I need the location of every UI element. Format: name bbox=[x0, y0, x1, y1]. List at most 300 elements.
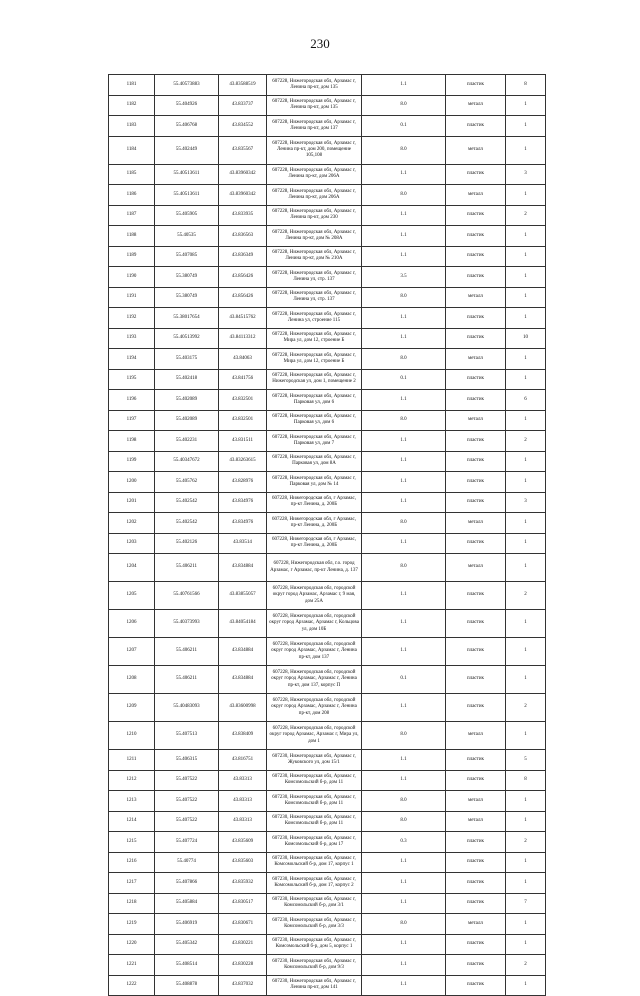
volume-cell: 8.0 bbox=[362, 914, 446, 935]
table-row bbox=[109, 95, 546, 116]
material-cell: металл bbox=[446, 722, 506, 750]
material-cell: пластик bbox=[446, 750, 506, 771]
longitude-cell: 43.83600998 bbox=[219, 694, 267, 722]
count-cell: 2 bbox=[506, 205, 546, 226]
latitude-cell: 55.402126 bbox=[155, 533, 219, 554]
address-cell: 607228, Нижегородская обл, Арзамас г, Ленина пр-кт, дом № 210А bbox=[267, 246, 362, 267]
page-number: 230 bbox=[310, 36, 330, 51]
longitude-cell: 43.832501 bbox=[219, 390, 267, 411]
table-row bbox=[109, 811, 546, 832]
row-number-cell: 1211 bbox=[109, 750, 155, 771]
latitude-cell: 55.406211 bbox=[155, 638, 219, 666]
volume-cell: 1.1 bbox=[362, 955, 446, 976]
address-cell: 607230, Нижегородская обл, Арзамас г, Ленина пр-кт, дом 141 bbox=[267, 975, 362, 996]
material-cell: металл bbox=[446, 95, 506, 116]
material-cell: пластик bbox=[446, 955, 506, 976]
address-cell: 607230, Нижегородская обл, Арзамас г, Комсомольский б-р, дом 5, корпус 1 bbox=[267, 934, 362, 955]
table-row bbox=[109, 451, 546, 472]
row-number-cell: 1194 bbox=[109, 349, 155, 370]
longitude-cell: 43.835932 bbox=[219, 873, 267, 894]
count-cell: 6 bbox=[506, 390, 546, 411]
address-cell: 607228, Нижегородская обл, Арзамас г, Ленина пр-кт, дом № 208А bbox=[267, 226, 362, 247]
address-cell: 607230, Нижегородская обл, Арзамас г, Комсомольский б-р, дом 3/3 bbox=[267, 914, 362, 935]
table-row bbox=[109, 750, 546, 771]
table-row bbox=[109, 694, 546, 722]
count-cell: 1 bbox=[506, 185, 546, 206]
latitude-cell: 55.406211 bbox=[155, 554, 219, 582]
count-cell: 1 bbox=[506, 610, 546, 638]
volume-cell: 8.0 bbox=[362, 791, 446, 812]
latitude-cell: 55.402089 bbox=[155, 410, 219, 431]
row-number-cell: 1188 bbox=[109, 226, 155, 247]
longitude-cell: 43.830517 bbox=[219, 893, 267, 914]
latitude-cell: 55.408514 bbox=[155, 955, 219, 976]
volume-cell: 1.1 bbox=[362, 638, 446, 666]
longitude-cell: 43.834976 bbox=[219, 513, 267, 534]
longitude-cell: 43.835567 bbox=[219, 136, 267, 164]
row-number-cell: 1215 bbox=[109, 832, 155, 853]
volume-cell: 8.0 bbox=[362, 349, 446, 370]
count-cell: 2 bbox=[506, 832, 546, 853]
longitude-cell: 43.856426 bbox=[219, 267, 267, 288]
table-row bbox=[109, 791, 546, 812]
volume-cell: 1.1 bbox=[362, 533, 446, 554]
count-cell: 1 bbox=[506, 554, 546, 582]
count-cell: 2 bbox=[506, 694, 546, 722]
row-number-cell: 1209 bbox=[109, 694, 155, 722]
latitude-cell: 55.40483093 bbox=[155, 694, 219, 722]
material-cell: металл bbox=[446, 914, 506, 935]
count-cell: 1 bbox=[506, 410, 546, 431]
address-cell: 607228, Нижегородская обл, городской округ город Арзамас, Арзамас г, Ленина пр-кт, дом 137 bbox=[267, 638, 362, 666]
material-cell: пластик bbox=[446, 390, 506, 411]
volume-cell: 8.0 bbox=[362, 554, 446, 582]
material-cell: металл bbox=[446, 791, 506, 812]
latitude-cell: 55.38017654 bbox=[155, 308, 219, 329]
latitude-cell: 55.407522 bbox=[155, 811, 219, 832]
latitude-cell: 55.405884 bbox=[155, 893, 219, 914]
longitude-cell: 43.836563 bbox=[219, 226, 267, 247]
table-row bbox=[109, 975, 546, 996]
latitude-cell: 55.40573883 bbox=[155, 75, 219, 96]
table-row bbox=[109, 513, 546, 534]
count-cell: 2 bbox=[506, 582, 546, 610]
volume-cell: 1.1 bbox=[362, 852, 446, 873]
latitude-cell: 55.40761566 bbox=[155, 582, 219, 610]
count-cell: 1 bbox=[506, 451, 546, 472]
row-number-cell: 1185 bbox=[109, 164, 155, 185]
material-cell: пластик bbox=[446, 975, 506, 996]
longitude-cell: 43.83263615 bbox=[219, 451, 267, 472]
latitude-cell: 55.402542 bbox=[155, 513, 219, 534]
material-cell: металл bbox=[446, 410, 506, 431]
row-number-cell: 1216 bbox=[109, 852, 155, 873]
material-cell: пластик bbox=[446, 934, 506, 955]
count-cell: 1 bbox=[506, 472, 546, 493]
volume-cell: 1.1 bbox=[362, 431, 446, 452]
table-row bbox=[109, 770, 546, 791]
material-cell: металл bbox=[446, 136, 506, 164]
address-cell: 607228, Нижегородская обл, городской округ город Арзамас, Арзамас г, 9 мая, дом 25А bbox=[267, 582, 362, 610]
count-cell: 10 bbox=[506, 328, 546, 349]
material-cell: металл bbox=[446, 185, 506, 206]
latitude-cell: 55.406211 bbox=[155, 666, 219, 694]
count-cell: 1 bbox=[506, 287, 546, 308]
longitude-cell: 43.835603 bbox=[219, 852, 267, 873]
count-cell: 1 bbox=[506, 349, 546, 370]
table-row bbox=[109, 410, 546, 431]
latitude-cell: 55.407085 bbox=[155, 246, 219, 267]
count-cell: 2 bbox=[506, 431, 546, 452]
material-cell: пластик bbox=[446, 472, 506, 493]
volume-cell: 3.5 bbox=[362, 267, 446, 288]
table-row bbox=[109, 308, 546, 329]
longitude-cell: 43.828976 bbox=[219, 472, 267, 493]
count-cell: 7 bbox=[506, 893, 546, 914]
material-cell: пластик bbox=[446, 638, 506, 666]
latitude-cell: 55.407513 bbox=[155, 722, 219, 750]
volume-cell: 1.1 bbox=[362, 390, 446, 411]
address-cell: 607230, Нижегородская обл, Арзамас г, Жуковского ул, дом 15/1 bbox=[267, 750, 362, 771]
volume-cell: 1.1 bbox=[362, 694, 446, 722]
volume-cell: 1.1 bbox=[362, 582, 446, 610]
table-row bbox=[109, 638, 546, 666]
table-row bbox=[109, 116, 546, 137]
volume-cell: 0.1 bbox=[362, 666, 446, 694]
address-cell: 607230, Нижегородская обл, Арзамас г, Комсомольский б-р, дом 11 bbox=[267, 770, 362, 791]
registry-rows bbox=[109, 75, 546, 996]
material-cell: пластик bbox=[446, 582, 506, 610]
address-cell: 607228, Нижегородская обл, Арзамас г, Ленина пр-кт, дом 206А bbox=[267, 164, 362, 185]
latitude-cell: 55.402089 bbox=[155, 390, 219, 411]
latitude-cell: 55.405905 bbox=[155, 205, 219, 226]
volume-cell: 1.1 bbox=[362, 246, 446, 267]
row-number-cell: 1189 bbox=[109, 246, 155, 267]
row-number-cell: 1210 bbox=[109, 722, 155, 750]
material-cell: металл bbox=[446, 349, 506, 370]
table-row bbox=[109, 185, 546, 206]
row-number-cell: 1201 bbox=[109, 492, 155, 513]
address-cell: 607228, Нижегородская обл, Арзамас г, Ленина пр-кт, дом 137 bbox=[267, 116, 362, 137]
address-cell: 607228, Нижегородская обл, Арзамас г, Ленина пр-кт, дом 200, помещение 105,108 bbox=[267, 136, 362, 164]
volume-cell: 8.0 bbox=[362, 513, 446, 534]
longitude-cell: 43.83960342 bbox=[219, 164, 267, 185]
table-row bbox=[109, 492, 546, 513]
longitude-cell: 43.856426 bbox=[219, 287, 267, 308]
table-row bbox=[109, 934, 546, 955]
longitude-cell: 43.84113312 bbox=[219, 328, 267, 349]
longitude-cell: 43.834884 bbox=[219, 554, 267, 582]
row-number-cell: 1205 bbox=[109, 582, 155, 610]
row-number-cell: 1193 bbox=[109, 328, 155, 349]
row-number-cell: 1206 bbox=[109, 610, 155, 638]
table-row bbox=[109, 75, 546, 96]
longitude-cell: 43.83855057 bbox=[219, 582, 267, 610]
row-number-cell: 1222 bbox=[109, 975, 155, 996]
latitude-cell: 55.407522 bbox=[155, 791, 219, 812]
count-cell: 1 bbox=[506, 914, 546, 935]
latitude-cell: 55.406315 bbox=[155, 750, 219, 771]
table-row bbox=[109, 582, 546, 610]
count-cell: 1 bbox=[506, 136, 546, 164]
address-cell: 607228, Нижегородская обл, Арзамас г, Парковая ул, дом 6 bbox=[267, 390, 362, 411]
address-cell: 607230, Нижегородская обл, Арзамас г, Комсомольский б-р, дом 3/1 bbox=[267, 893, 362, 914]
longitude-cell: 43.837032 bbox=[219, 975, 267, 996]
longitude-cell: 43.83313 bbox=[219, 770, 267, 791]
material-cell: пластик bbox=[446, 431, 506, 452]
count-cell: 1 bbox=[506, 533, 546, 554]
table-row bbox=[109, 349, 546, 370]
row-number-cell: 1203 bbox=[109, 533, 155, 554]
latitude-cell: 55.407866 bbox=[155, 873, 219, 894]
count-cell: 1 bbox=[506, 873, 546, 894]
row-number-cell: 1183 bbox=[109, 116, 155, 137]
material-cell: пластик bbox=[446, 610, 506, 638]
material-cell: пластик bbox=[446, 832, 506, 853]
material-cell: пластик bbox=[446, 873, 506, 894]
latitude-cell: 55.405342 bbox=[155, 934, 219, 955]
address-cell: 607228, Нижегородская обл, Арзамас г, Мира ул, дом 12, строение Б bbox=[267, 349, 362, 370]
count-cell: 1 bbox=[506, 934, 546, 955]
row-number-cell: 1195 bbox=[109, 369, 155, 390]
volume-cell: 8.0 bbox=[362, 811, 446, 832]
material-cell: пластик bbox=[446, 246, 506, 267]
table-row bbox=[109, 914, 546, 935]
longitude-cell: 43.838409 bbox=[219, 722, 267, 750]
row-number-cell: 1202 bbox=[109, 513, 155, 534]
material-cell: пластик bbox=[446, 308, 506, 329]
address-cell: 607228, Нижегородская обл, Арзамас г, Ленина ул, строение 115 bbox=[267, 308, 362, 329]
count-cell: 1 bbox=[506, 369, 546, 390]
row-number-cell: 1186 bbox=[109, 185, 155, 206]
latitude-cell: 55.407522 bbox=[155, 770, 219, 791]
table-row bbox=[109, 852, 546, 873]
material-cell: пластик bbox=[446, 694, 506, 722]
material-cell: пластик bbox=[446, 164, 506, 185]
count-cell: 3 bbox=[506, 164, 546, 185]
latitude-cell: 55.406919 bbox=[155, 914, 219, 935]
address-cell: 607228, Нижегородская обл, Арзамас г, Парковая ул, дом 6 bbox=[267, 410, 362, 431]
row-number-cell: 1221 bbox=[109, 955, 155, 976]
longitude-cell: 43.835609 bbox=[219, 832, 267, 853]
volume-cell: 1.1 bbox=[362, 472, 446, 493]
longitude-cell: 43.83588519 bbox=[219, 75, 267, 96]
address-cell: 607228, Нижегородская обл, Арзамас г, Мира ул, дом 12, строение Б bbox=[267, 328, 362, 349]
longitude-cell: 43.833935 bbox=[219, 205, 267, 226]
longitude-cell: 43.833737 bbox=[219, 95, 267, 116]
table-row bbox=[109, 390, 546, 411]
count-cell: 1 bbox=[506, 722, 546, 750]
count-cell: 8 bbox=[506, 770, 546, 791]
longitude-cell: 43.84515762 bbox=[219, 308, 267, 329]
address-cell: 607230, Нижегородская обл, Арзамас г, Комсомольский б-р, дом 17 bbox=[267, 832, 362, 853]
material-cell: пластик bbox=[446, 533, 506, 554]
row-number-cell: 1181 bbox=[109, 75, 155, 96]
volume-cell: 8.0 bbox=[362, 722, 446, 750]
volume-cell: 1.1 bbox=[362, 934, 446, 955]
longitude-cell: 43.816751 bbox=[219, 750, 267, 771]
count-cell: 1 bbox=[506, 975, 546, 996]
address-cell: 607228, Нижегородская обл, Арзамас г, Парковая ул, дом 8А bbox=[267, 451, 362, 472]
volume-cell: 1.1 bbox=[362, 750, 446, 771]
latitude-cell: 55.380749 bbox=[155, 287, 219, 308]
address-cell: 607230, Нижегородская обл, Арзамас г, Комсомольский б-р, дом 17, корпус 1 bbox=[267, 852, 362, 873]
latitude-cell: 55.380749 bbox=[155, 267, 219, 288]
row-number-cell: 1214 bbox=[109, 811, 155, 832]
material-cell: пластик bbox=[446, 369, 506, 390]
row-number-cell: 1197 bbox=[109, 410, 155, 431]
row-number-cell: 1212 bbox=[109, 770, 155, 791]
address-cell: 607228, Нижегородская обл, Арзамас г, Ленина ул, стр. 137 bbox=[267, 267, 362, 288]
row-number-cell: 1204 bbox=[109, 554, 155, 582]
count-cell: 1 bbox=[506, 116, 546, 137]
volume-cell: 1.1 bbox=[362, 873, 446, 894]
material-cell: пластик bbox=[446, 451, 506, 472]
material-cell: пластик bbox=[446, 893, 506, 914]
count-cell: 1 bbox=[506, 666, 546, 694]
row-number-cell: 1198 bbox=[109, 431, 155, 452]
latitude-cell: 55.405762 bbox=[155, 472, 219, 493]
count-cell: 1 bbox=[506, 267, 546, 288]
longitude-cell: 43.836349 bbox=[219, 246, 267, 267]
table-row bbox=[109, 328, 546, 349]
row-number-cell: 1182 bbox=[109, 95, 155, 116]
volume-cell: 1.1 bbox=[362, 164, 446, 185]
address-cell: 607228, Нижегородская обл, г.о. город Арзамас, г Арзамас, пр-кт Ленина, д. 137 bbox=[267, 554, 362, 582]
longitude-cell: 43.834884 bbox=[219, 666, 267, 694]
table-row bbox=[109, 369, 546, 390]
material-cell: пластик bbox=[446, 492, 506, 513]
latitude-cell: 55.40373993 bbox=[155, 610, 219, 638]
row-number-cell: 1218 bbox=[109, 893, 155, 914]
material-cell: пластик bbox=[446, 116, 506, 137]
row-number-cell: 1184 bbox=[109, 136, 155, 164]
volume-cell: 1.1 bbox=[362, 308, 446, 329]
material-cell: пластик bbox=[446, 328, 506, 349]
table-row bbox=[109, 873, 546, 894]
table-row bbox=[109, 533, 546, 554]
address-cell: 607228, Нижегородская обл, Арзамас г, Парковая ул, дом 7 bbox=[267, 431, 362, 452]
address-cell: 607228, Нижегородская обл, Арзамас г, Ленина пр-кт, дом 206А bbox=[267, 185, 362, 206]
volume-cell: 1.1 bbox=[362, 226, 446, 247]
longitude-cell: 43.831511 bbox=[219, 431, 267, 452]
volume-cell: 1.1 bbox=[362, 610, 446, 638]
count-cell: 3 bbox=[506, 492, 546, 513]
table-row bbox=[109, 955, 546, 976]
material-cell: пластик bbox=[446, 770, 506, 791]
address-cell: 607230, Нижегородская обл, Арзамас г, Комсомольский б-р, дом 11 bbox=[267, 791, 362, 812]
volume-cell: 8.0 bbox=[362, 95, 446, 116]
address-cell: 607228, Нижегородская обл, Арзамас г, Ленина пр-кт, дом 135 bbox=[267, 95, 362, 116]
volume-cell: 8.0 bbox=[362, 136, 446, 164]
address-cell: 607228, Нижегородская обл, Арзамас г, Парковая ул, дом № 14 bbox=[267, 472, 362, 493]
material-cell: металл bbox=[446, 513, 506, 534]
table-row bbox=[109, 472, 546, 493]
table-row bbox=[109, 722, 546, 750]
address-cell: 607230, Нижегородская обл, Арзамас г, Комсомольский б-р, дом 11 bbox=[267, 811, 362, 832]
table-row bbox=[109, 287, 546, 308]
address-cell: 607228, Нижегородская обл, Арзамас г, Нижегородская ул, дом 1, помещение 2 bbox=[267, 369, 362, 390]
volume-cell: 0.1 bbox=[362, 116, 446, 137]
address-cell: 607230, Нижегородская обл, Арзамас г, Комсомольский б-р, дом 17, корпус 2 bbox=[267, 873, 362, 894]
count-cell: 5 bbox=[506, 750, 546, 771]
volume-cell: 1.1 bbox=[362, 492, 446, 513]
count-cell: 8 bbox=[506, 75, 546, 96]
latitude-cell: 55.408878 bbox=[155, 975, 219, 996]
material-cell: металл bbox=[446, 287, 506, 308]
longitude-cell: 43.832501 bbox=[219, 410, 267, 431]
row-number-cell: 1217 bbox=[109, 873, 155, 894]
latitude-cell: 55.40513992 bbox=[155, 328, 219, 349]
longitude-cell: 43.841756 bbox=[219, 369, 267, 390]
row-number-cell: 1219 bbox=[109, 914, 155, 935]
address-cell: 607228, Нижегородская обл, Арзамас г, Ленина ул, стр. 137 bbox=[267, 287, 362, 308]
address-cell: 607228, Нижегородская обл, г Арзамас, пр-кт Ленина, д. 200Б bbox=[267, 492, 362, 513]
latitude-cell: 55.40513611 bbox=[155, 185, 219, 206]
count-cell: 1 bbox=[506, 513, 546, 534]
material-cell: пластик bbox=[446, 852, 506, 873]
volume-cell: 1.1 bbox=[362, 328, 446, 349]
table-row bbox=[109, 554, 546, 582]
table-row bbox=[109, 666, 546, 694]
registry-table bbox=[108, 74, 546, 996]
count-cell: 1 bbox=[506, 246, 546, 267]
volume-cell: 1.1 bbox=[362, 75, 446, 96]
address-cell: 607228, Нижегородская обл, Арзамас г, Ленина пр-кт, дом 135 bbox=[267, 75, 362, 96]
address-cell: 607228, Нижегородская обл, городской округ город Арзамас, Арзамас г, Ленина пр-кт, дом 208 bbox=[267, 694, 362, 722]
address-cell: 607228, Нижегородская обл, г Арзамас, пр-кт Ленина, д. 200Б bbox=[267, 533, 362, 554]
row-number-cell: 1187 bbox=[109, 205, 155, 226]
longitude-cell: 43.830671 bbox=[219, 914, 267, 935]
latitude-cell: 55.40347672 bbox=[155, 451, 219, 472]
count-cell: 1 bbox=[506, 226, 546, 247]
latitude-cell: 55.402449 bbox=[155, 136, 219, 164]
volume-cell: 0.3 bbox=[362, 832, 446, 853]
longitude-cell: 43.834552 bbox=[219, 116, 267, 137]
material-cell: металл bbox=[446, 554, 506, 582]
address-cell: 607230, Нижегородская обл, Арзамас г, Комсомольский б-р, дом 9/3 bbox=[267, 955, 362, 976]
latitude-cell: 55.402418 bbox=[155, 369, 219, 390]
row-number-cell: 1207 bbox=[109, 638, 155, 666]
table-row bbox=[109, 164, 546, 185]
count-cell: 1 bbox=[506, 852, 546, 873]
table-row bbox=[109, 246, 546, 267]
volume-cell: 1.1 bbox=[362, 975, 446, 996]
table-row bbox=[109, 205, 546, 226]
address-cell: 607228, Нижегородская обл, Арзамас г, Ленина пр-кт, дом 230 bbox=[267, 205, 362, 226]
row-number-cell: 1213 bbox=[109, 791, 155, 812]
material-cell: пластик bbox=[446, 267, 506, 288]
material-cell: металл bbox=[446, 811, 506, 832]
volume-cell: 8.0 bbox=[362, 410, 446, 431]
count-cell: 2 bbox=[506, 955, 546, 976]
volume-cell: 1.1 bbox=[362, 205, 446, 226]
material-cell: пластик bbox=[446, 226, 506, 247]
table-row bbox=[109, 267, 546, 288]
material-cell: пластик bbox=[446, 205, 506, 226]
longitude-cell: 43.830221 bbox=[219, 934, 267, 955]
longitude-cell: 43.83514 bbox=[219, 533, 267, 554]
volume-cell: 1.1 bbox=[362, 451, 446, 472]
row-number-cell: 1192 bbox=[109, 308, 155, 329]
count-cell: 1 bbox=[506, 308, 546, 329]
longitude-cell: 43.83313 bbox=[219, 791, 267, 812]
row-number-cell: 1190 bbox=[109, 267, 155, 288]
count-cell: 1 bbox=[506, 638, 546, 666]
row-number-cell: 1208 bbox=[109, 666, 155, 694]
address-cell: 607228, Нижегородская обл, городской округ город Арзамас, Арзамас г, Кольцова ул, дом 10Б bbox=[267, 610, 362, 638]
table-row bbox=[109, 431, 546, 452]
